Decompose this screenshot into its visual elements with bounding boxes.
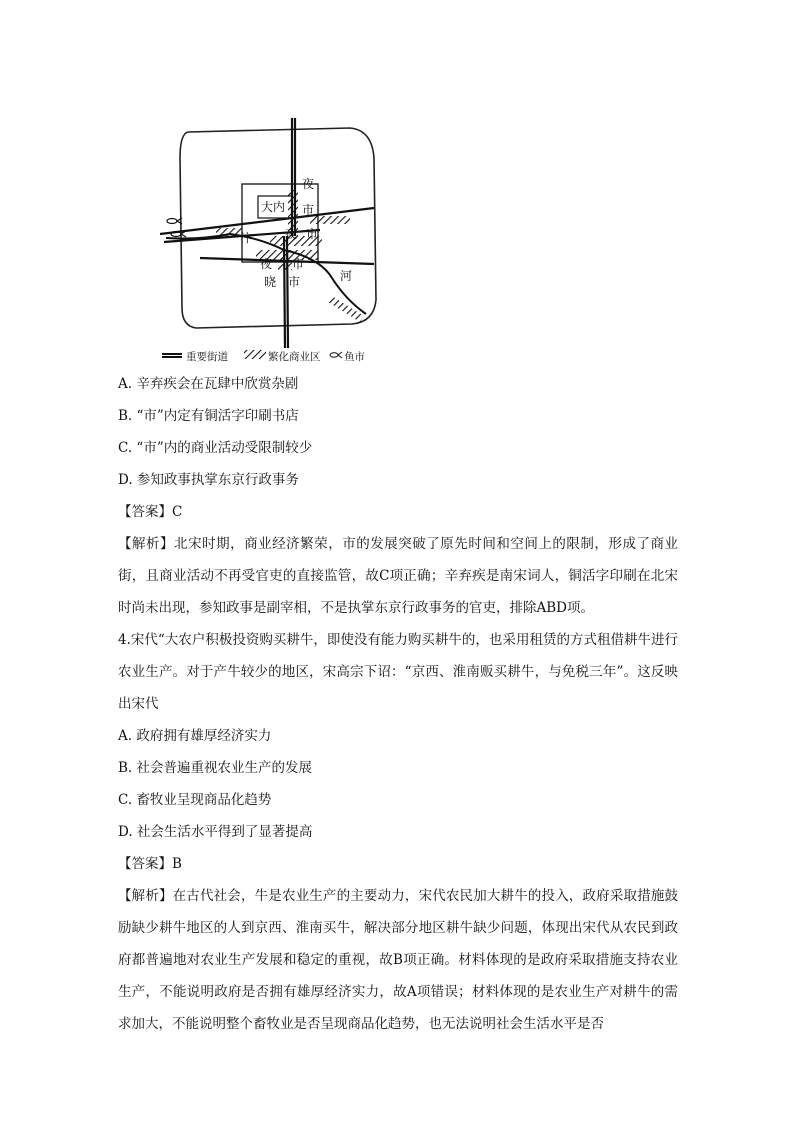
q4-answer: 【答案】B [118, 856, 182, 872]
q4-option-d: D. 社会生活水平得到了显著提高 [118, 824, 313, 840]
label-shi-1: 市 [302, 203, 315, 217]
label-xiao: 晓 [264, 275, 277, 289]
label-ye-2: 夜 [285, 227, 298, 241]
q3-option-a: A. 辛弃疾会在瓦肆中欣赏杂剧 [118, 376, 299, 392]
legend-commerce: 繁化商业区 [268, 351, 321, 363]
label-he: 河 [340, 269, 353, 283]
label-ye-1: 夜 [302, 177, 315, 191]
q3-answer: 【答案】C [118, 504, 183, 520]
label-shi-2: 市 [306, 227, 319, 241]
q4-stem: 4.宋代“大农户积极投资购买耕牛，即使没有能力购买耕牛的，也采用租赁的方式租借耕牛进行农业生产。对于产牛较少的地区，宋高宗下诏：“京西、淮南贩买耕牛，与免税三年”。这反映出宋代 [118, 632, 678, 712]
main-streets [160, 118, 374, 348]
kaifeng-map-figure [160, 118, 384, 366]
legend-fish: 鱼市 [344, 351, 365, 363]
q3-option-c: C. “市”内的商业活动受限制较少 [118, 440, 313, 456]
question-content [118, 368, 678, 1040]
q4-option-a: A. 政府拥有雄厚经济实力 [118, 728, 272, 744]
q4-analysis: 【解析】在古代社会，牛是农业生产的主要动力，宋代农民加大耕牛的投入，政府采取措施鼓励缺少耕牛地区的人到京西、淮南买牛，解决部分地区耕牛缺少问题，体现出宋代从农民到政府都普遍地对农业生产发展和稳定的重视，故B项正确。材料体现的是政府采取措施支持农业生产，不能说明政府是否拥有雄厚经济实力，故A项错误；材料体现的是农业生产对耕牛的需求加大，不能说明整个畜牧业是否呈现商品化趋势，也无法说明社会生活水平是否 [118, 888, 678, 1032]
map-legend [162, 350, 365, 363]
label-ye-3: 夜 [260, 257, 273, 271]
label-shi-4: 市 [288, 275, 301, 289]
q3-option-d: D. 参知政事执掌东京行政事务 [118, 472, 299, 488]
label-shi-3: 市 [292, 257, 305, 271]
q3-option-b: B. “市”内定有铜活字印刷书店 [118, 408, 299, 424]
q4-option-c: C. 畜牧业呈现商品化趋势 [118, 792, 272, 808]
commercial-areas [216, 190, 364, 322]
fish-market-symbols [167, 218, 186, 237]
label-da-nei: 大内 [261, 200, 286, 214]
legend-street: 重要街道 [186, 351, 228, 363]
q3-analysis: 【解析】北宋时期，商业经济繁荣，市的发展突破了原先时间和空间上的限制，形成了商业街，且商业活动不再受官吏的直接监管，故C项正确；辛弃疾是南宋词人，铜活字印刷在北宋时尚未出现，参知政事是副宰相，不是执掌东京行政事务的官吏，排除ABD项。 [118, 536, 678, 616]
q4-option-b: B. 社会普遍重视农业生产的发展 [118, 760, 313, 776]
label-bian: 汴 [240, 231, 253, 245]
